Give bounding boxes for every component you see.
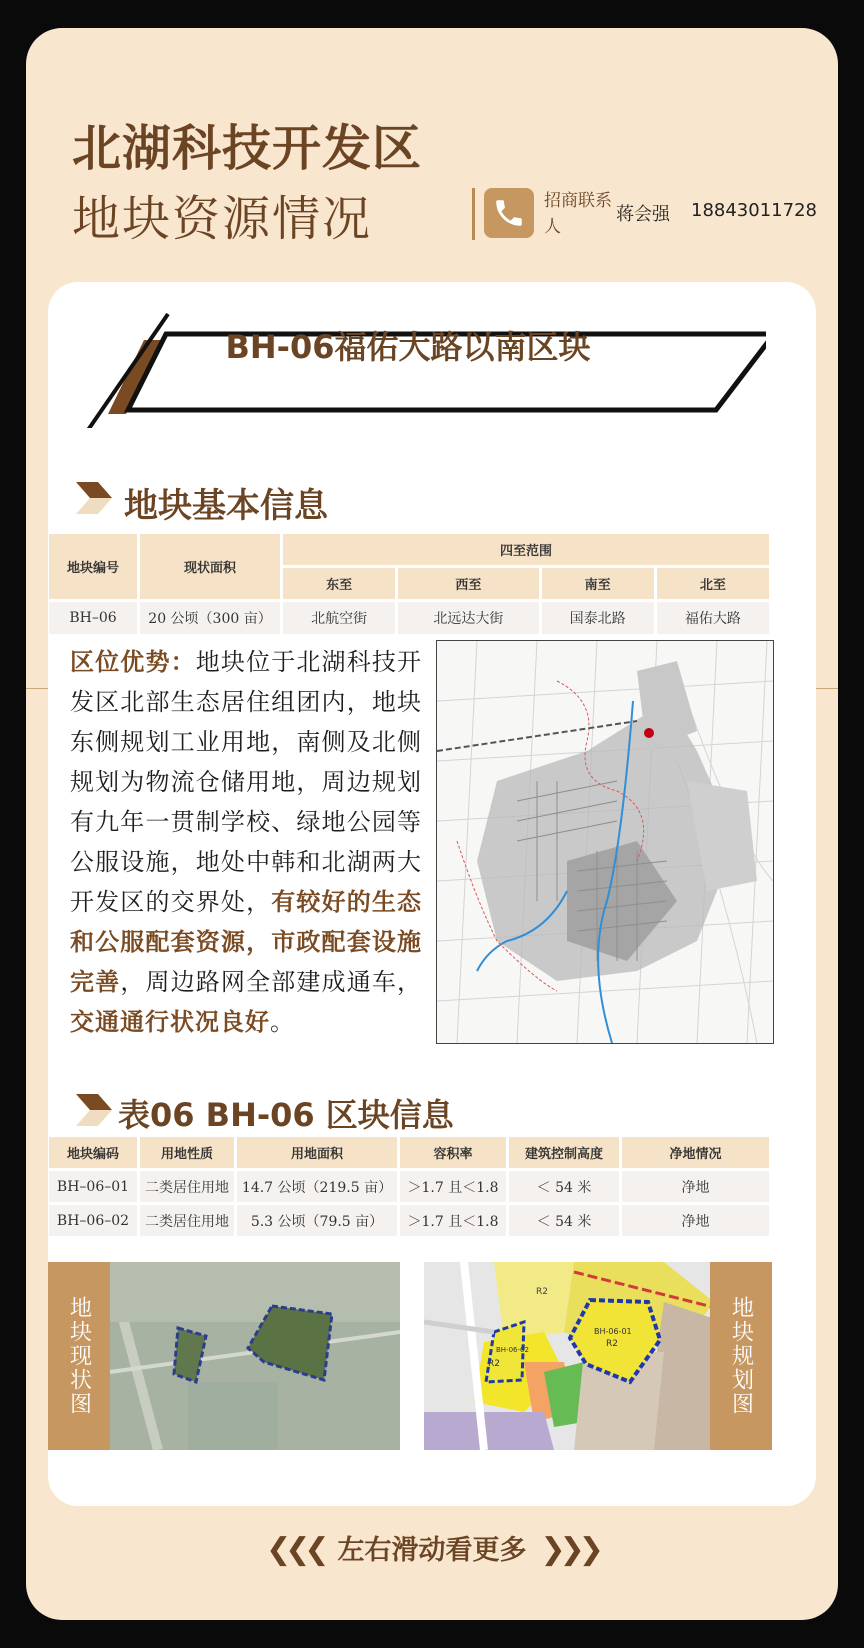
section-heading-block-info: 表06 BH-06 区块信息 [118,1096,454,1134]
phone-icon[interactable] [484,188,534,238]
planning-map-label: 地块规划图 [710,1262,772,1450]
location-highlight-2: 交通通行状况良好 [70,1008,270,1036]
page-title: 北湖科技开发区 [72,120,423,177]
header-plot-ratio: 容积率 [400,1137,506,1168]
chevron-right-icon [76,482,112,514]
cell-height-limit: ＜ 54 米 [509,1171,619,1202]
section-heading-basic-info: 地块基本信息 [124,486,328,526]
cell-land-use: 二类居住用地 [140,1205,234,1236]
table-row [49,1171,769,1202]
planning-map-image[interactable] [424,1262,772,1450]
header-land-area: 用地面积 [237,1137,397,1168]
block-info-table [46,1134,772,1239]
cell-area: 20 公顷（300 亩） [140,602,280,634]
contact-phone[interactable]: 18843011728 [691,200,817,221]
plan-tag: BH-06-01 [594,1327,632,1336]
swipe-hint[interactable] [26,1528,838,1567]
current-status-label: 地块现状图 [48,1262,110,1450]
banner-title: BH-06福佑大路以南区块 [225,328,591,366]
plot-location-marker [644,728,654,738]
header-south: 南至 [542,568,654,599]
plan-tag: BH-06-02 [496,1346,529,1354]
header-west: 西至 [398,568,538,599]
header-plot-id: 地块编号 [49,534,137,599]
chevrons-left-icon: ❮❮❮ [266,1532,324,1567]
location-label: 区位优势： [70,648,196,676]
location-highlight-1: 有较好的生态和公服配套资源，市政配套设施完善 [70,888,423,996]
header-north: 北至 [657,568,769,599]
divider [472,188,475,240]
header-clearance: 净地情况 [622,1137,769,1168]
cell-land-use: 二类居住用地 [140,1171,234,1202]
cell-plot-id: BH–06 [49,602,137,634]
cell-height-limit: ＜ 54 米 [509,1205,619,1236]
cell-west: 北远达大街 [398,602,538,634]
location-description [70,642,422,1042]
edge-line-right [816,688,838,689]
edge-line-left [26,688,48,689]
cell-plot-ratio: ＞1.7 且＜1.8 [400,1171,506,1202]
header-plot-code: 地块编码 [49,1137,137,1168]
current-status-image[interactable] [48,1262,400,1450]
page-subtitle: 地块资源情况 [72,191,373,247]
plan-tag: R2 [488,1359,500,1369]
cell-clearance: 净地 [622,1171,769,1202]
basic-info-table [46,531,772,637]
plan-tag: R2 [606,1339,618,1349]
header-bounds: 四至范围 [283,534,769,565]
header-height-limit: 建筑控制高度 [509,1137,619,1168]
chevron-right-icon [76,1094,112,1126]
cell-east: 北航空街 [283,602,395,634]
cell-plot-ratio: ＞1.7 且＜1.8 [400,1205,506,1236]
table-row [49,602,769,634]
cell-land-area: 14.7 公顷（219.5 亩） [237,1171,397,1202]
location-text-1: 地块位于北湖科技开发区北部生态居住组团内，地块东侧规划工业用地，南侧及北侧规划为物流仓储用地，周边规划有九年一贯制学校、绿地公园等公服设施，地处中韩和北湖两大开发区的交界处， [70,648,423,916]
chevrons-right-icon: ❯❯❯ [540,1532,598,1567]
location-text-3: 。 [270,1008,295,1036]
cell-south: 国泰北路 [542,602,654,634]
table-row [49,1205,769,1236]
header-land-use: 用地性质 [140,1137,234,1168]
contact-label: 招商联系人 [544,191,612,237]
content-panel [48,282,816,1506]
cell-plot-code: BH–06–02 [49,1205,137,1236]
cell-land-area: 5.3 公顷（79.5 亩） [237,1205,397,1236]
poster-card [26,28,838,1620]
location-text-2: ，周边路网全部建成通车， [120,968,423,996]
header-area: 现状面积 [140,534,280,599]
contact-name: 蒋会强 [616,204,670,225]
swipe-hint-text: 左右滑动看更多 [337,1535,527,1566]
cell-north: 福佑大路 [657,602,769,634]
cell-clearance: 净地 [622,1205,769,1236]
cell-plot-code: BH–06–01 [49,1171,137,1202]
header-east: 东至 [283,568,395,599]
plan-tag: R2 [536,1287,548,1297]
location-map[interactable] [436,640,774,1044]
